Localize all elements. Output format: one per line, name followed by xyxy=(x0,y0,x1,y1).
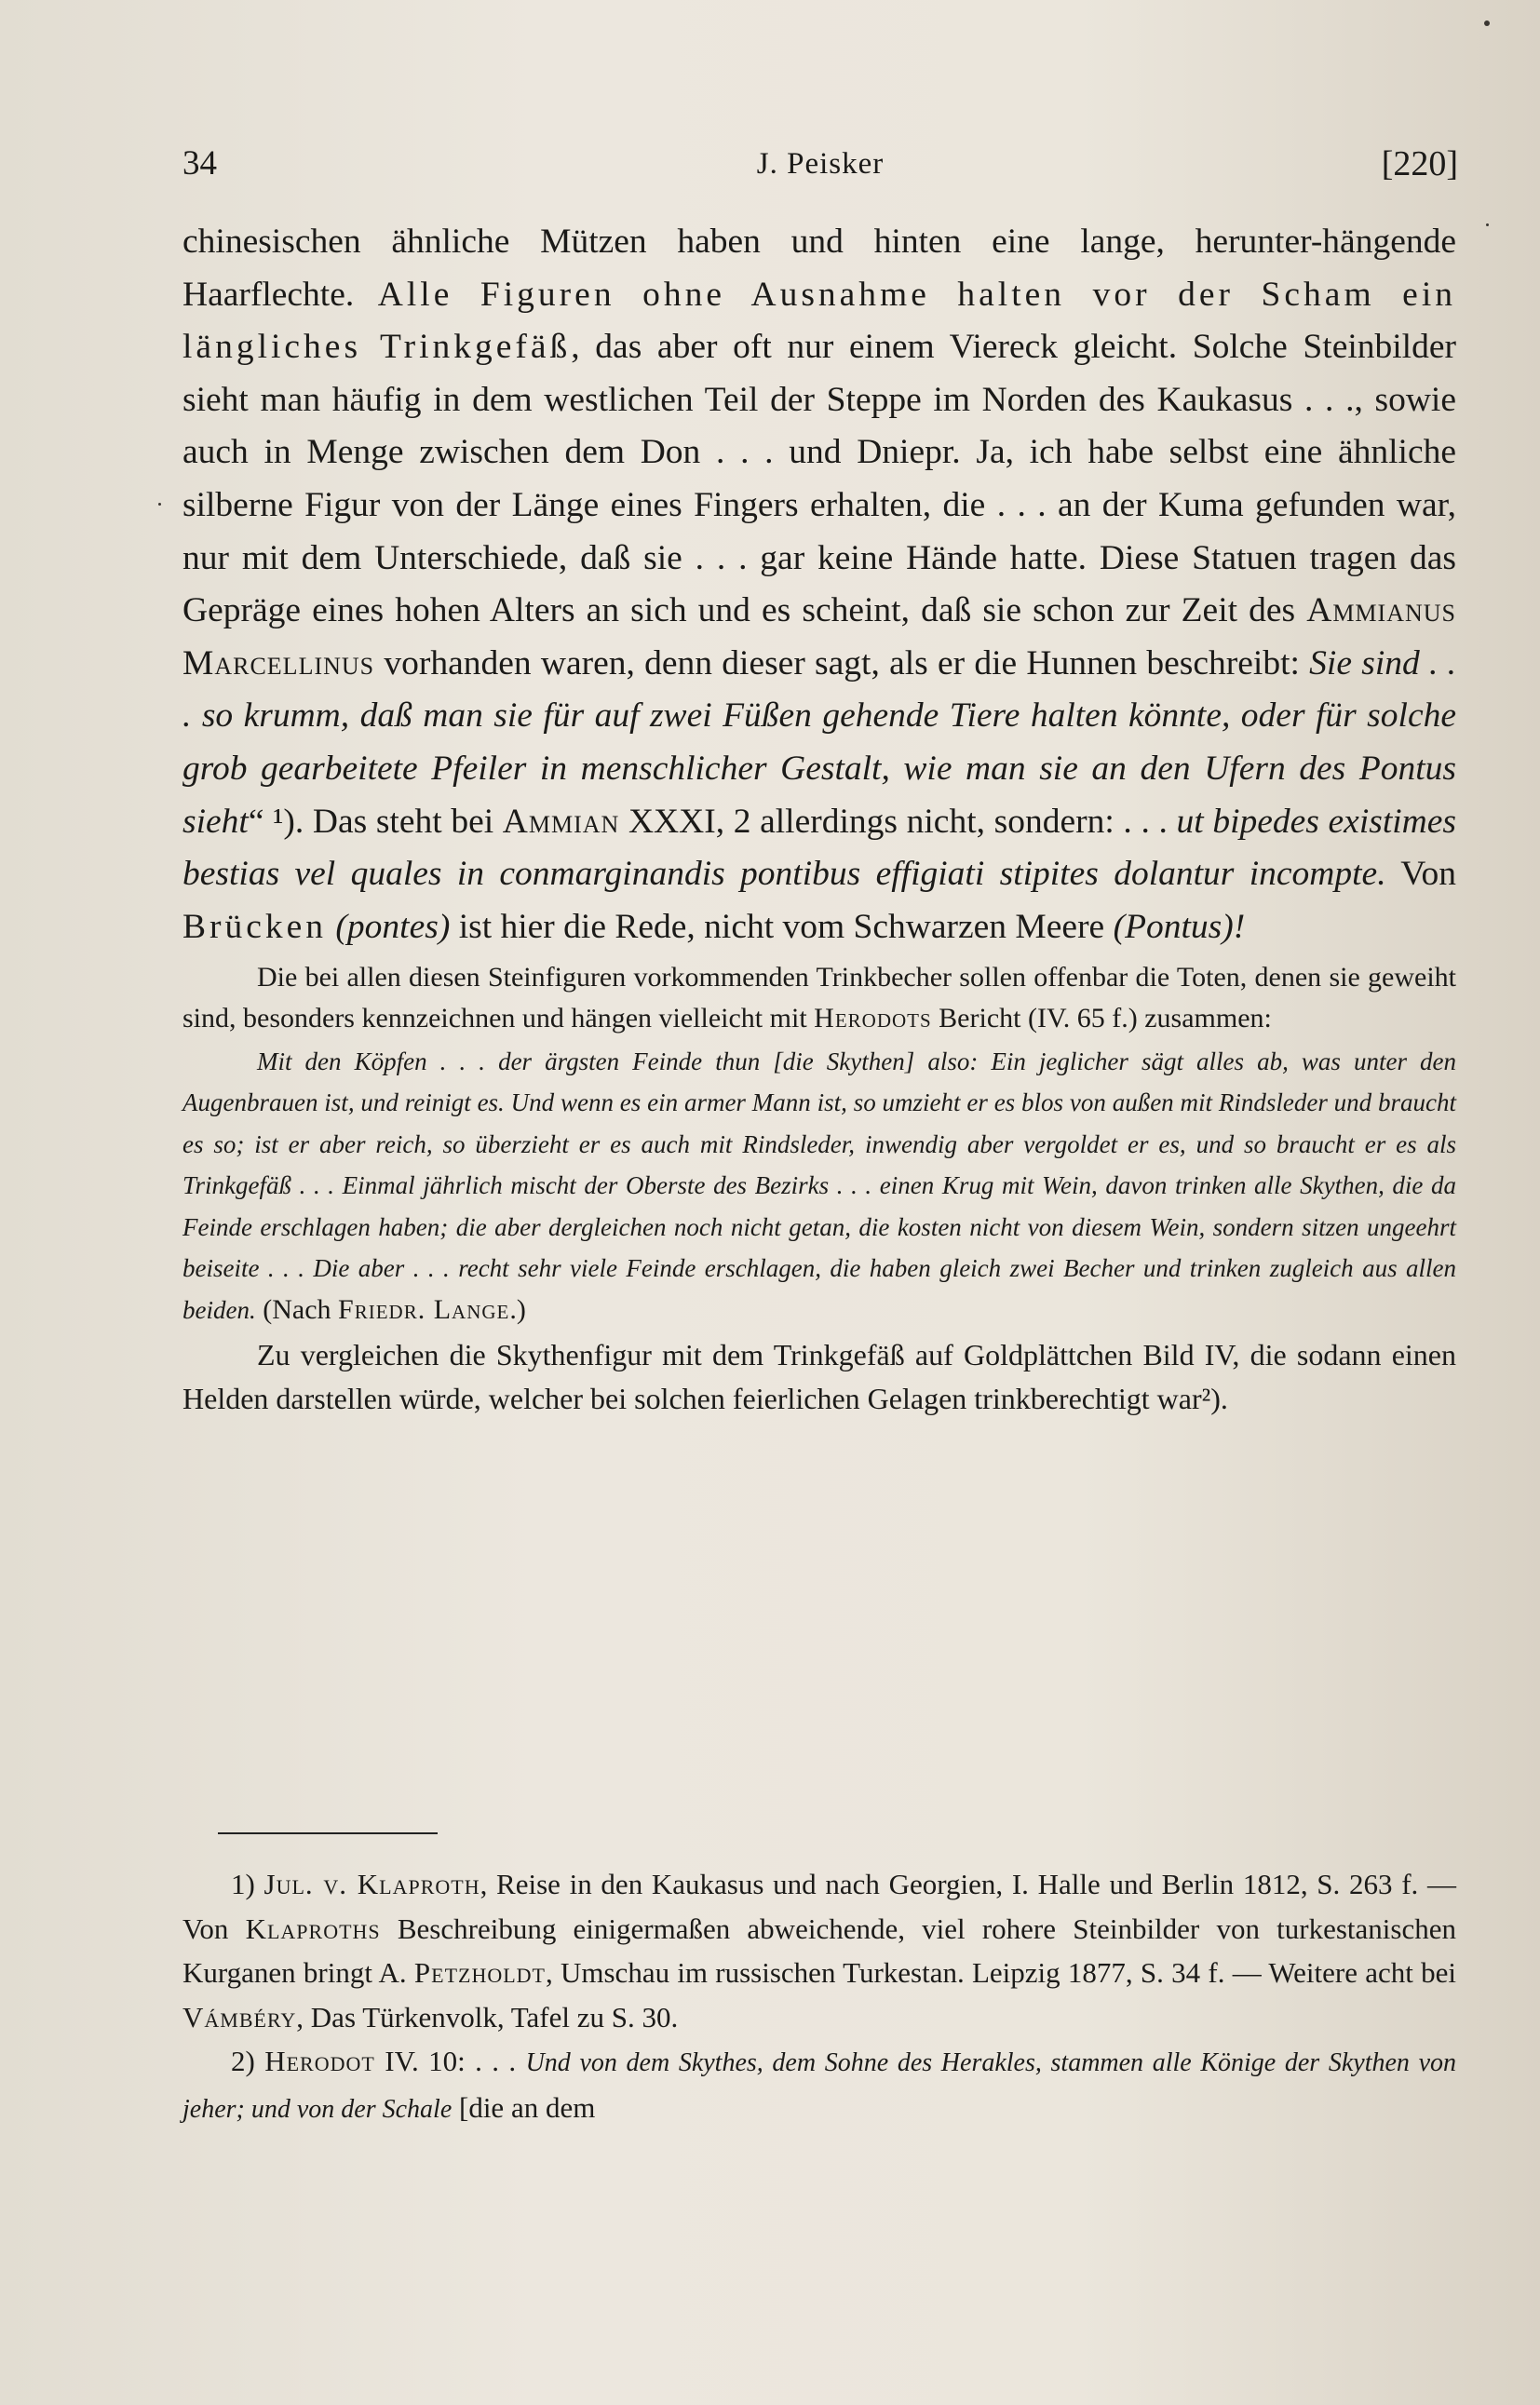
main-text xyxy=(182,216,1456,1421)
paragraph-3: Zu vergleichen die Skythenfigur mit dem Trinkgefäß auf Goldplättchen Bild IV, die sodann einen Helden darstellen würde, welcher bei solchen feierlichen Gelagen trinkberechtigt war²). xyxy=(182,1337,1456,1415)
running-header xyxy=(182,138,1458,190)
paper-speck xyxy=(1484,20,1490,26)
author-name: Vámbéry xyxy=(182,2000,297,2033)
author-name: Herodot xyxy=(264,2045,375,2077)
paper-speck xyxy=(158,503,161,506)
author-name: Ammianus Marcellinus xyxy=(182,591,1456,682)
paragraph-1: chinesischen ähnliche Mützen haben und hinten eine lange, herunter-hängende Haarflechte. Alle Figuren ohne Ausnahme halten vor der Scham ein längliches Trinkgefäß, das aber oft nur einem Viereck gleicht. Solche Steinbilder sieht man häufig in dem westlichen Teil der Steppe im Norden des Kaukasus . . ., sowie auch in Menge zwischen dem Don . . . und Dniepr. Ja, ich habe selbst eine ähnliche silberne Figur von der Länge eines Fingers erhalten, die . . . an der Kuma gefunden war, nur mit dem Unterschiede, daß sie . . . gar keine Hände hatte. Diese Statuen tragen das Gepräge eines hohen Alters an sich und es scheint, daß sie schon zur Zeit des Ammianus Marcellinus vorhanden waren, denn dieser sagt, als er die Hunnen beschreibt: Sie sind . . . so krumm, daß man sie für auf zwei Füßen gehende Tiere halten könnte, oder für solche grob gearbeitete Pfeiler in menschlicher Gestalt, wie man sie an den Ufern des Pontus sieht“ ¹). Das steht bei Ammian XXXI, 2 allerdings nicht, sondern: . . . ut bipedes existimes bestias vel quales in conmarginandis pontibus effigiati stipites dolantur incompte. Von Brücken (pontes) ist hier die Rede, nicht vom Schwarzen Meere (Pontus)! xyxy=(182,223,1456,946)
author-name: Klaproths xyxy=(245,1912,381,1945)
running-author: J. Peisker xyxy=(756,147,885,181)
emphasis-spaced: Alle Figuren ohne Ausnahme halten vor der Scham ein längliches Trinkgefäß xyxy=(182,275,1456,367)
author-name: Ammian xyxy=(502,802,620,841)
quotation-italic: Sie sind . . . so krumm, daß man sie für auf zwei Füßen gehende Tiere halten könnte, oder für solche grob gearbeitete Pfeiler in menschlicher Gestalt, wie man sie an den Ufern des Pontus sieht xyxy=(182,643,1456,841)
term-italic: (pontes) xyxy=(335,907,451,946)
quotation-italic: Und von dem Skythes, dem Sohne des Herakles, stammen alle Könige der Skythen von jeher; und von der Schale xyxy=(182,2048,1456,2124)
footnote-2: 2) Herodot IV. 10: . . . Und von dem Skythes, dem Sohne des Herakles, stammen alle Könige der Skythen von jeher; und von der Schale [die an dem xyxy=(182,2045,1456,2124)
page-number: 34 xyxy=(182,144,217,182)
author-name: Jul. v. Klaproth xyxy=(263,1868,480,1900)
emphasis-spaced: Brücken xyxy=(182,907,328,946)
term-italic: (Pontus)! xyxy=(1113,907,1246,946)
block-quotation: Mit den Köpfen . . . der ärgsten Feinde thun [die Skythen] also: Ein jeglicher sägt alles ab, was unter den Augenbrauen ist, und reinigt es. Und wenn es ein armer Mann ist, so umzieht er es blos von außen mit Rindsleder und braucht es so; ist er aber reich, so überzieht er es auch mit Rindsleder, inwendig aber vergoldet er es, und so braucht er es als Trinkgefäß . . . Einmal jährlich mischt der Oberste des Bezirks . . . einen Krug mit Wein, davon trinken alle Skythen, die da Feinde erschlagen haben; die aber dergleichen noch nicht getan, die kosten nicht von diesem Wein, sondern sitzen ungeehrt beiseite . . . Die aber . . . recht sehr viele Feinde erschlagen, die haben gleich zwei Becher und trinken zugleich aus allen beiden. (Nach Friedr. Lange.) xyxy=(182,1047,1456,1326)
author-name: Friedr. Lange xyxy=(338,1294,510,1326)
author-name: Petzholdt xyxy=(413,1956,546,1989)
paper-speck xyxy=(1486,223,1489,226)
footnote-rule xyxy=(218,1832,438,1834)
footnote-1: 1) Jul. v. Klaproth, Reise in den Kaukasus und nach Georgien, I. Halle und Berlin 1812, S. 263 f. — Von Klaproths Beschreibung einigermaßen abweichende, viel rohere Steinbilder von turkestanischen Kurganen bringt A. Petzholdt, Umschau im russischen Turkestan. Leipzig 1877, S. 34 f. — Weitere acht bei Vámbéry, Das Türkenvolk, Tafel zu S. 30. xyxy=(182,1868,1456,2033)
footnotes xyxy=(182,1862,1456,2131)
original-page-reference: [220] xyxy=(1381,144,1458,183)
latin-quotation: ut bipedes existimes bestias vel quales in conmarginandis pontibus effigiati stipites dolantur incompte. xyxy=(182,802,1456,894)
author-name: Herodots xyxy=(814,1002,932,1034)
paragraph-2: Die bei allen diesen Steinfiguren vorkommenden Trinkbecher sollen offenbar die Toten, denen sie geweiht sind, besonders kennzeichnen und hängen vielleicht mit Herodots Bericht (IV. 65 f.) zusammen: xyxy=(182,962,1456,1034)
